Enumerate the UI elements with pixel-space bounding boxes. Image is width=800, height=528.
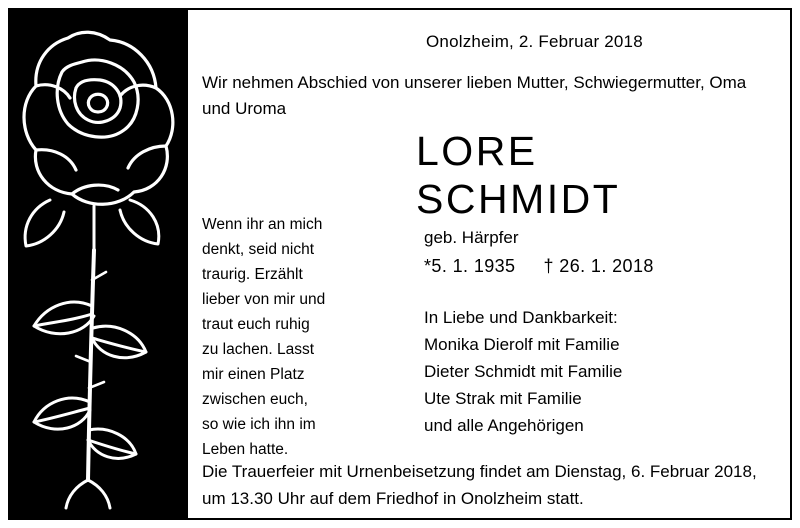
family-block	[424, 304, 622, 439]
first-name: LORE	[416, 128, 538, 174]
poem-line: traut euch ruhig	[202, 316, 310, 333]
poem-line: lieber von mir und	[202, 291, 326, 308]
intro-text	[202, 70, 782, 122]
poem-line: Leben hatte.	[202, 441, 289, 458]
family-member: Ute Strak mit Familie	[424, 389, 582, 408]
notice-text-area	[196, 10, 792, 518]
life-dates	[424, 256, 654, 277]
family-member: Monika Dierolf mit Familie	[424, 335, 620, 354]
decorative-black-band	[10, 10, 188, 518]
memorial-poem	[202, 212, 332, 462]
funeral-details	[202, 458, 792, 512]
family-heading: In Liebe und Dankbarkeit:	[424, 308, 618, 327]
deceased-name	[416, 128, 796, 224]
place-date: Onolzheim, 2. Februar 2018	[426, 32, 643, 51]
family-member: und alle Angehörigen	[424, 416, 584, 435]
poem-line: Wenn ihr an mich	[202, 216, 323, 233]
poem-line: zwischen euch,	[202, 391, 308, 408]
poem-line: traurig. Erzählt	[202, 266, 303, 283]
funeral-line-2: um 13.30 Uhr auf dem Friedhof in Onolzheim statt.	[202, 489, 584, 508]
poem-line: so wie ich ihn im	[202, 416, 316, 433]
intro-line-2: und Uroma	[202, 99, 287, 118]
poem-line: mir einen Platz	[202, 366, 305, 383]
birth-date: *5. 1. 1935	[424, 256, 516, 276]
maiden-name: geb. Härpfer	[424, 228, 519, 247]
funeral-line-1: Die Trauerfeier mit Urnenbeisetzung findet am Dienstag, 6. Februar 2018,	[202, 462, 757, 481]
rose-illustration-icon	[10, 10, 188, 518]
family-member: Dieter Schmidt mit Familie	[424, 362, 623, 381]
last-name: SCHMIDT	[416, 176, 621, 222]
poem-line: zu lachen. Lasst	[202, 341, 315, 358]
death-date: † 26. 1. 2018	[543, 256, 654, 276]
poem-line: denkt, seid nicht	[202, 241, 315, 258]
intro-line-1: Wir nehmen Abschied von unserer lieben Mutter, Schwiegermutter, Oma	[202, 73, 747, 92]
